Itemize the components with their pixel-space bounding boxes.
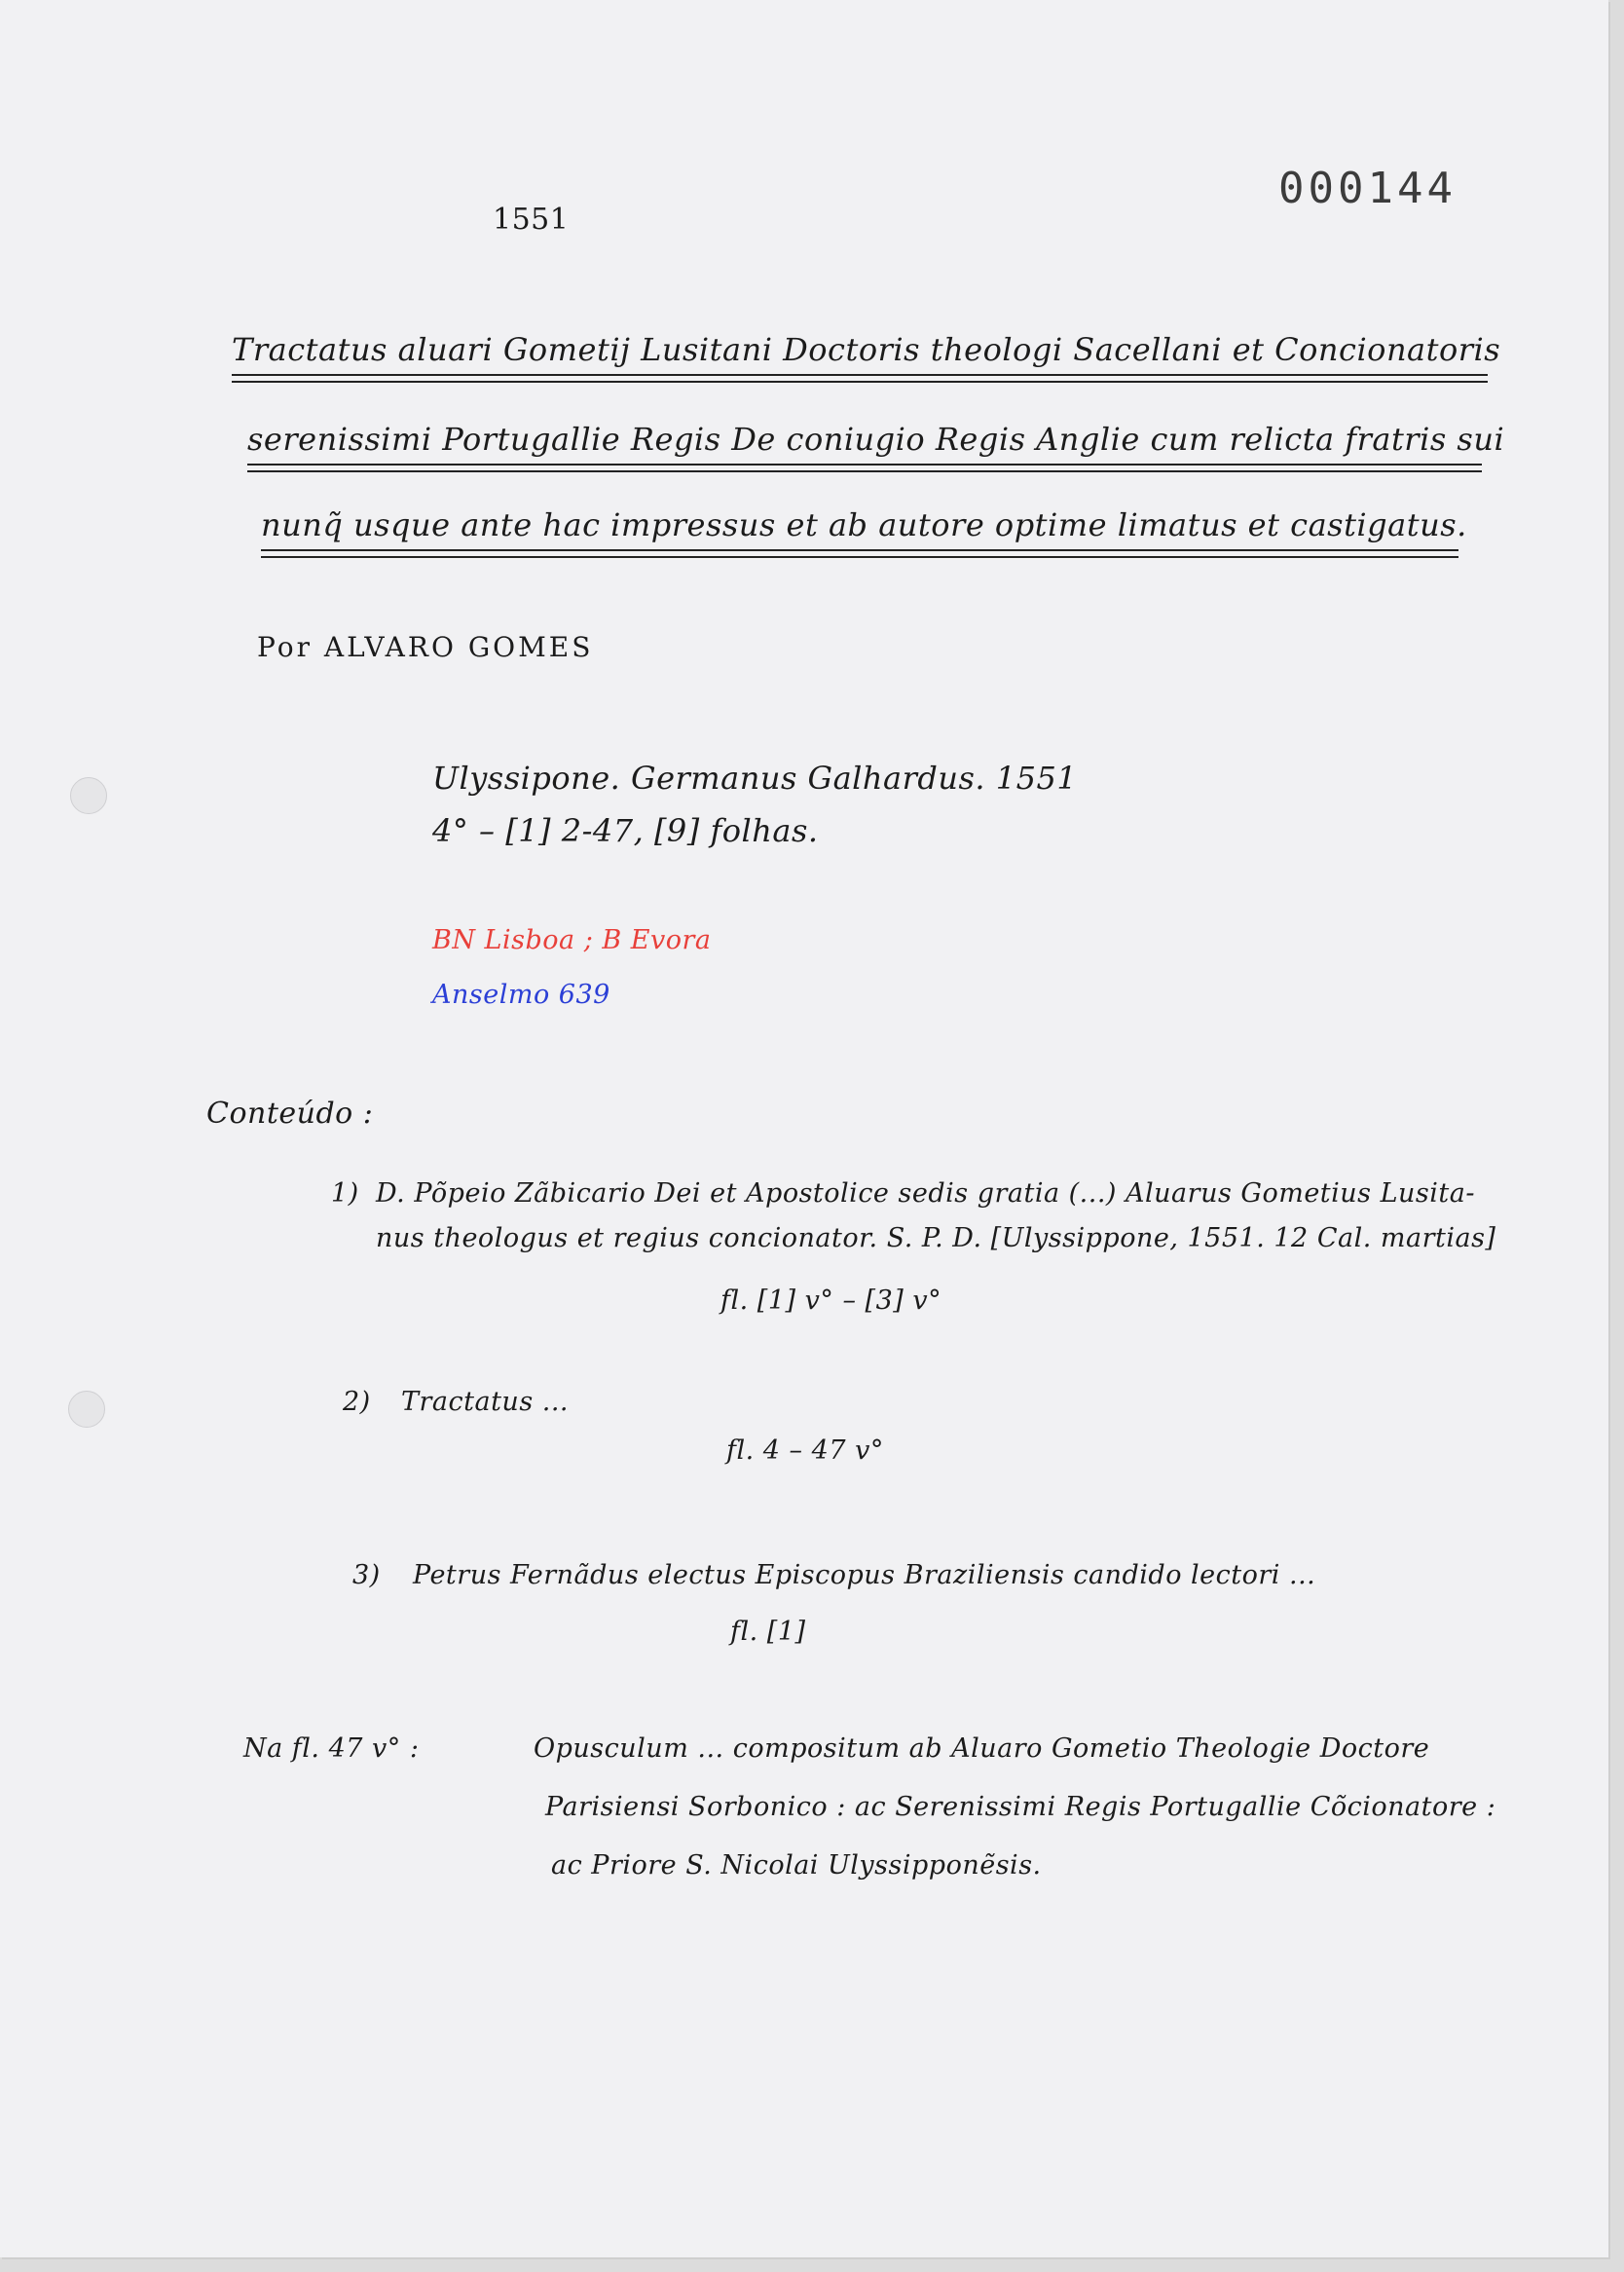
title-underline-1 <box>232 374 1488 376</box>
item-folios: fl. [1] <box>730 1617 806 1647</box>
colophon-label: Na fl. 47 v° : <box>243 1733 420 1764</box>
item-text-line: nus theologus et regius concionator. S. P. D. [Ulyssippone, 1551. 12 Cal. martias] <box>376 1223 1496 1253</box>
archive-stamp-number: 000144 <box>1278 164 1457 213</box>
imprint-place: Ulyssipone. Germanus Galhardus. 1551 <box>432 760 1078 797</box>
punch-hole <box>70 777 107 814</box>
contents-heading: Conteúdo : <box>206 1097 374 1131</box>
item-text-line: Petrus Fernãdus electus Episcopus Braziliensis candido lectori ... <box>413 1560 1316 1590</box>
item-text-line: D. Põpeio Zãbicario Dei et Apostolice sedis gratia (...) Aluarus Gometius Lusita- <box>376 1178 1475 1209</box>
title-line-2: serenissimi Portugallie Regis De coniugio Regis Anglie cum relicta fratris sui <box>247 421 1505 458</box>
author-line: Por ALVARO GOMES <box>257 631 594 663</box>
title-underline-3 <box>261 549 1458 551</box>
library-holdings: BN Lisboa ; B Evora <box>432 925 712 955</box>
title-line-1: Tractatus aluari Gometij Lusitani Doctoris theologi Sacellani et Concionatoris <box>232 331 1501 368</box>
punch-hole <box>68 1391 105 1428</box>
colophon-text-line: Opusculum ... compositum ab Aluaro Gometio Theologie Doctore <box>534 1733 1430 1764</box>
item-folios: fl. 4 – 47 v° <box>726 1435 884 1466</box>
imprint-collation: 4° – [1] 2-47, [9] folhas. <box>432 812 819 849</box>
title-line-3: nunq̃ usque ante hac impressus et ab autore optime limatus et castigatus. <box>261 506 1467 543</box>
colophon-text-line: ac Priore S. Nicolai Ulyssipponẽsis. <box>551 1850 1042 1881</box>
item-number: 1) <box>331 1178 359 1209</box>
item-folios: fl. [1] v° – [3] v° <box>720 1285 942 1316</box>
item-number: 2) <box>343 1387 371 1417</box>
title-underline-2 <box>247 464 1482 466</box>
colophon-text-line: Parisiensi Sorbonico : ac Serenissimi Regis Portugallie Cõcionatore : <box>545 1792 1496 1822</box>
item-text-line: Tractatus ... <box>401 1387 570 1417</box>
year-note: 1551 <box>493 203 570 237</box>
item-number: 3) <box>352 1560 381 1590</box>
bibliography-reference: Anselmo 639 <box>432 980 610 1010</box>
